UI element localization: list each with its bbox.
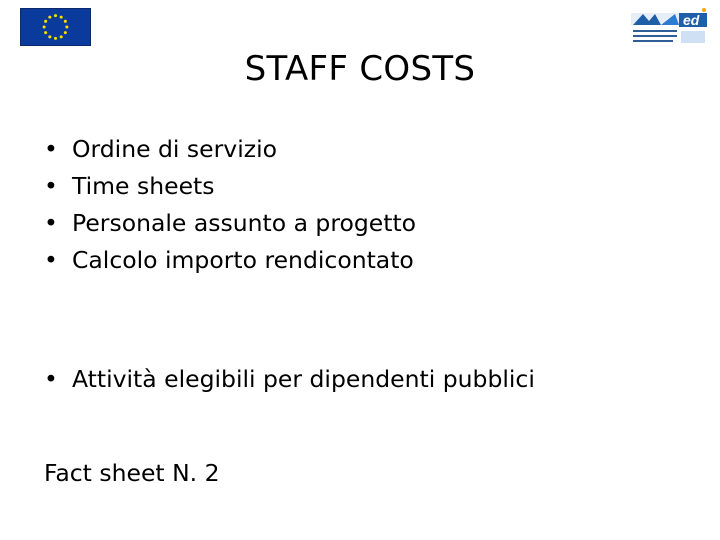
eu-flag-icon bbox=[20, 8, 91, 46]
list-item-text: Calcolo importo rendicontato bbox=[72, 246, 414, 274]
bullet-icon: • bbox=[44, 209, 58, 237]
slide-title: STAFF COSTS bbox=[244, 49, 476, 89]
list-item-text: Personale assunto a progetto bbox=[72, 209, 417, 237]
med-logo-text: ed bbox=[683, 12, 700, 28]
list-item bbox=[44, 361, 535, 398]
list-item bbox=[44, 242, 416, 279]
eu-flag-stars bbox=[21, 9, 90, 45]
list-item-text: Ordine di servizio bbox=[72, 135, 277, 163]
bullet-icon: • bbox=[44, 246, 58, 274]
med-programme-logo bbox=[631, 7, 707, 47]
list-item-text: Time sheets bbox=[72, 172, 215, 200]
list-item bbox=[44, 168, 416, 205]
bullet-icon: • bbox=[44, 365, 58, 393]
bullet-icon: • bbox=[44, 135, 58, 163]
bullet-list-secondary bbox=[44, 361, 535, 398]
list-item-text: Attività elegibili per dipendenti pubblici bbox=[72, 365, 535, 393]
list-item bbox=[44, 131, 416, 168]
bullet-list bbox=[44, 131, 416, 279]
bullet-icon: • bbox=[44, 172, 58, 200]
list-item bbox=[44, 205, 416, 242]
fact-sheet-label: Fact sheet N. 2 bbox=[44, 459, 220, 487]
